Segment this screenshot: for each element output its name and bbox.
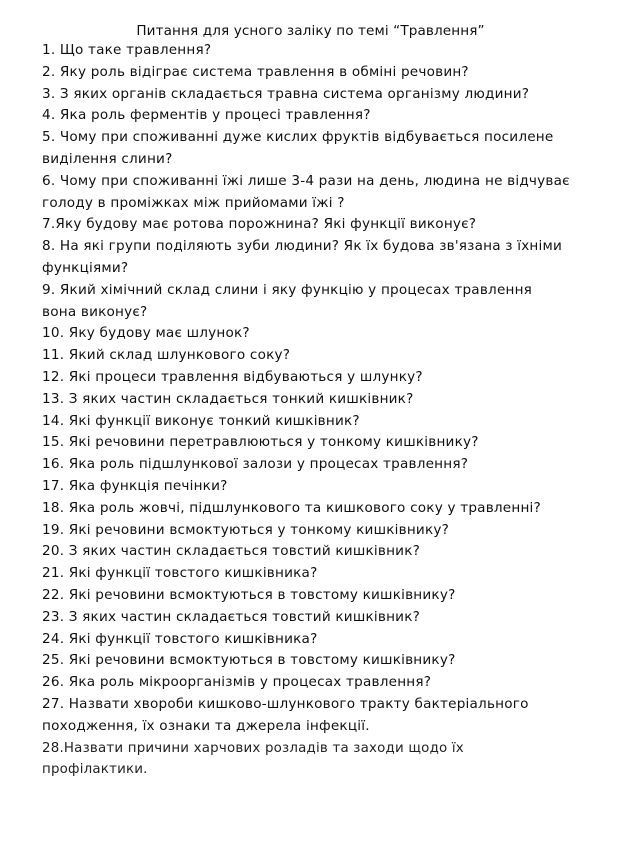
- question-line: 25. Які речовини всмоктуються в товстому кишківнику?: [42, 652, 456, 669]
- question-line: 28.Назвати причини харчових розладів та заходи щодо їх: [42, 740, 464, 756]
- question-item: [42, 40, 602, 62]
- question-line: 12. Які процеси травлення відбуваються у шлунку?: [42, 368, 423, 385]
- question-line: 4. Яка роль ферментів у процесі травлення?: [42, 107, 371, 124]
- question-line: виділення слини?: [42, 150, 173, 167]
- question-line: 21. Які функції товстого кишківника?: [42, 565, 318, 582]
- question-line: 17. Яка функція печінки?: [42, 477, 228, 494]
- question-item: [42, 214, 602, 236]
- question-line: 7.Яку будову має ротова порожнина? Які функції виконує?: [42, 216, 477, 233]
- question-item: [42, 607, 602, 629]
- question-item: [42, 127, 602, 171]
- question-line: 23. З яких частин складається товстий кишківник?: [42, 608, 421, 625]
- question-line: 10. Яку будову має шлунок?: [42, 325, 250, 342]
- question-item: [42, 411, 602, 433]
- question-item: [42, 62, 602, 84]
- question-line: 2. Яку роль відіграє система травлення в обміні речовин?: [42, 63, 469, 80]
- question-item: [42, 432, 602, 454]
- question-line: 5. Чому при споживанні дуже кислих фруктів відбувається посилене: [42, 129, 554, 146]
- question-line: 27. Назвати хвороби кишково-шлункового тракту бактеріального: [42, 695, 529, 712]
- question-item: [42, 738, 602, 782]
- question-line: 13. З яких частин складається тонкий кишківник?: [42, 390, 414, 407]
- question-item: [42, 498, 602, 520]
- question-list: [42, 40, 602, 781]
- question-line: голоду в проміжках між прийомами їжі ?: [42, 194, 345, 211]
- question-item: [42, 520, 602, 542]
- question-item: [42, 367, 602, 389]
- question-line: 3. З яких органів складається травна система організму людини?: [42, 85, 530, 102]
- question-line: 15. Які речовини перетравлюються у тонкому кишківнику?: [42, 434, 479, 451]
- question-item: [42, 563, 602, 585]
- question-line: вона виконує?: [42, 303, 148, 320]
- question-line: 24. Які функції товстого кишківника?: [42, 630, 318, 647]
- question-line: 19. Які речовини всмоктуються у тонкому кишківнику?: [42, 521, 450, 538]
- question-item: [42, 84, 602, 106]
- question-line: 20. З яких частин складається товстий кишківник?: [42, 543, 421, 560]
- question-line: 8. На які групи поділяють зуби людини? Як їх будова зв'язана з їхніми: [42, 238, 562, 255]
- question-item: [42, 650, 602, 672]
- document-title: Питання для усного заліку по темі “Травлення”: [136, 23, 485, 39]
- question-item: [42, 171, 602, 215]
- question-line: 6. Чому при споживанні їжі лише 3-4 рази на день, людина не відчуває: [42, 172, 570, 189]
- question-item: [42, 454, 602, 476]
- question-item: [42, 585, 602, 607]
- question-item: [42, 323, 602, 345]
- question-line: 16. Яка роль підшлункової залози у процесах травлення?: [42, 456, 469, 473]
- question-line: профілактики.: [42, 762, 148, 778]
- question-item: [42, 694, 602, 738]
- question-line: походження, їх ознаки та джерела інфекції.: [42, 717, 370, 734]
- question-line: функціями?: [42, 259, 129, 276]
- question-line: 26. Яка роль мікроорганізмів у процесах травлення?: [42, 674, 432, 691]
- question-item: [42, 345, 602, 367]
- question-line: 9. Який хімічний склад слини і яку функцію у процесах травлення: [42, 281, 533, 298]
- question-item: [42, 672, 602, 694]
- question-item: [42, 389, 602, 411]
- question-item: [42, 541, 602, 563]
- question-line: 11. Який склад шлункового соку?: [42, 347, 291, 364]
- question-item: [42, 236, 602, 280]
- question-item: [42, 629, 602, 651]
- question-item: [42, 280, 602, 324]
- question-item: [42, 476, 602, 498]
- question-line: 1. Що таке травлення?: [42, 42, 212, 58]
- question-line: 18. Яка роль жовчі, підшлункового та кишкового соку у травленні?: [42, 499, 541, 516]
- question-line: 14. Які функції виконує тонкий кишківник?: [42, 412, 360, 429]
- question-item: [42, 105, 602, 127]
- question-line: 22. Які речовини всмоктуються в товстому кишківнику?: [42, 586, 456, 603]
